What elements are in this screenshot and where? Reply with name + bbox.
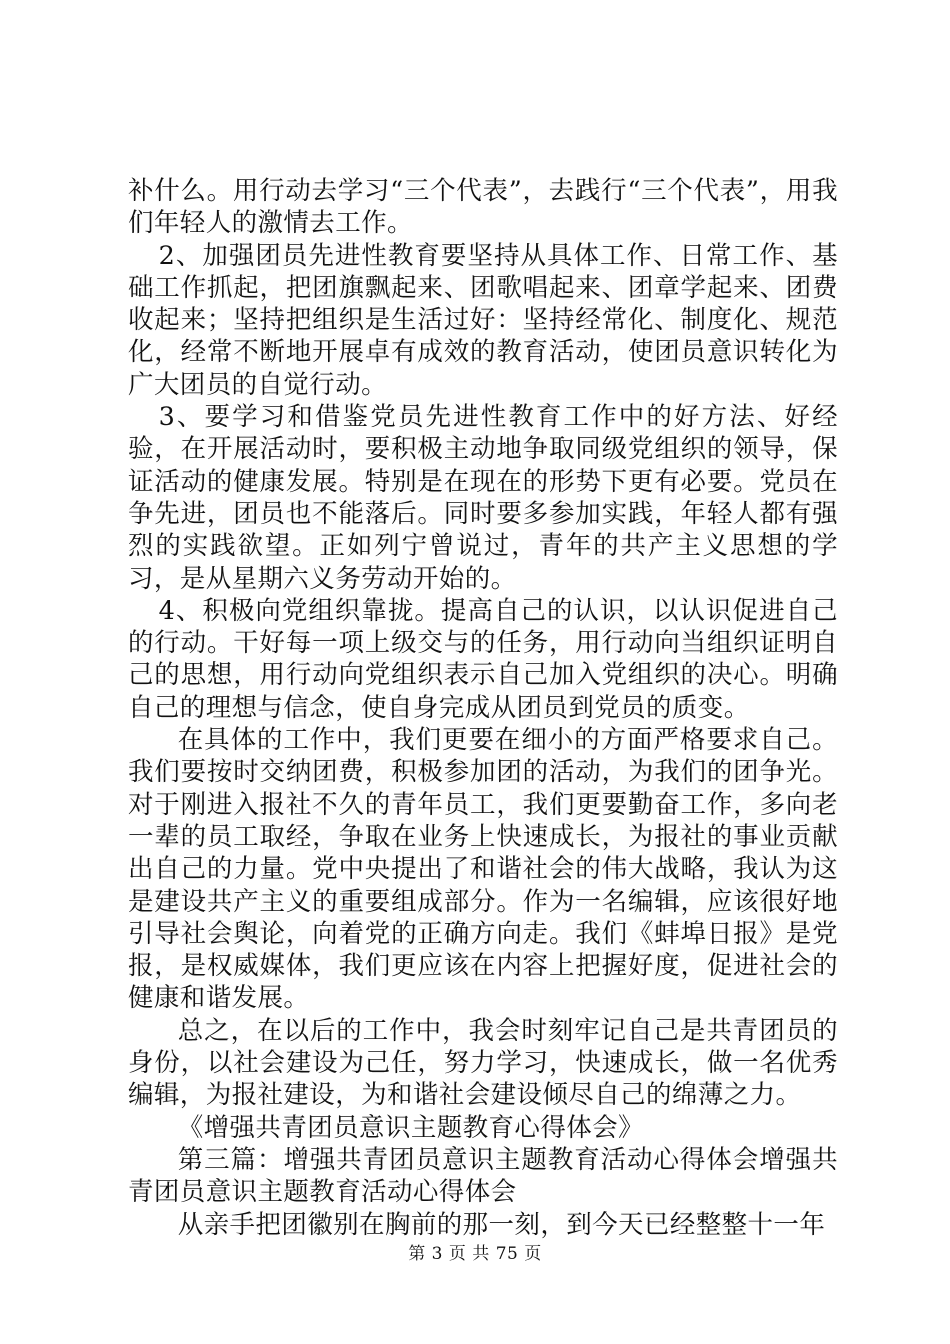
page-number-footer: 第 3 页 共 75 页 bbox=[408, 1244, 542, 1264]
paragraph-item-2: 2、加强团员先进性教育要坚持从具体工作、日常工作、基础工作抓起，把团旗飘起来、团歌唱起来、团章学起来、团费收起来；坚持把组织是生活过好：坚持经常化、制度化、规范化，经常不断地开展卓有成效的教育活动，使团员意识转化为广大团员的自觉行动。 bbox=[128, 240, 838, 400]
document-title-line: 《增强共青团员意识主题教育心得体会》 bbox=[177, 1112, 644, 1143]
paragraph-item-4: 4、积极向党组织靠拢。提高自己的认识，以认识促进自己的行动。干好每一项上级交与的任务，用行动向当组织证明自己的思想，用行动向党组织表示自己加入党组织的决心。明确自己的理想与信念，使自身完成从团员到党员的质变。 bbox=[128, 595, 838, 723]
paragraph-conclusion: 总之，在以后的工作中，我会时刻牢记自己是共青团员的身份，以社会建设为己任，努力学习，快速成长，做一名优秀编辑，为报社建设，为和谐社会建设倾尽自己的绵薄之力。 bbox=[128, 1015, 838, 1111]
paragraph-work-details: 在具体的工作中，我们更要在细小的方面严格要求自己。我们要按时交纳团费，积极参加团的活动，为我们的团争光。对于刚进入报社不久的青年员工，我们更要勤奋工作，多向老一辈的员工取经，争取在业务上快速成长，为报社的事业贡献出自己的力量。党中央提出了和谐社会的伟大战略，我认为这是建设共产主义的重要组成部分。作为一名编辑，应该很好地引导社会舆论，向着党的正确方向走。我们《蚌埠日报》是党报，是权威媒体，我们更应该在内容上把握好度，促进社会的健康和谐发展。 bbox=[128, 725, 838, 1014]
paragraph-item-3: 3、要学习和借鉴党员先进性教育工作中的好方法、好经验，在开展活动时，要积极主动地争取同级党组织的领导，保证活动的健康发展。特别是在现在的形势下更有必要。党员在争先进，团员也不能落后。同时要多参加实践，年轻人都有强烈的实践欲望。正如列宁曾说过，青年的共产主义思想的学习，是从星期六义务劳动开始的。 bbox=[128, 402, 838, 594]
paragraph-opening: 从亲手把团徽别在胸前的那一刻，到今天已经整整十一年 bbox=[177, 1209, 826, 1240]
paragraph-continuation: 补什么。用行动去学习“三个代表”，去践行“三个代表”，用我们年轻人的激情去工作。 bbox=[128, 176, 838, 239]
section-heading-third: 第三篇：增强共青团员意识主题教育活动心得体会增强共青团员意识主题教育活动心得体会 bbox=[128, 1144, 838, 1208]
document-body bbox=[128, 175, 838, 1241]
